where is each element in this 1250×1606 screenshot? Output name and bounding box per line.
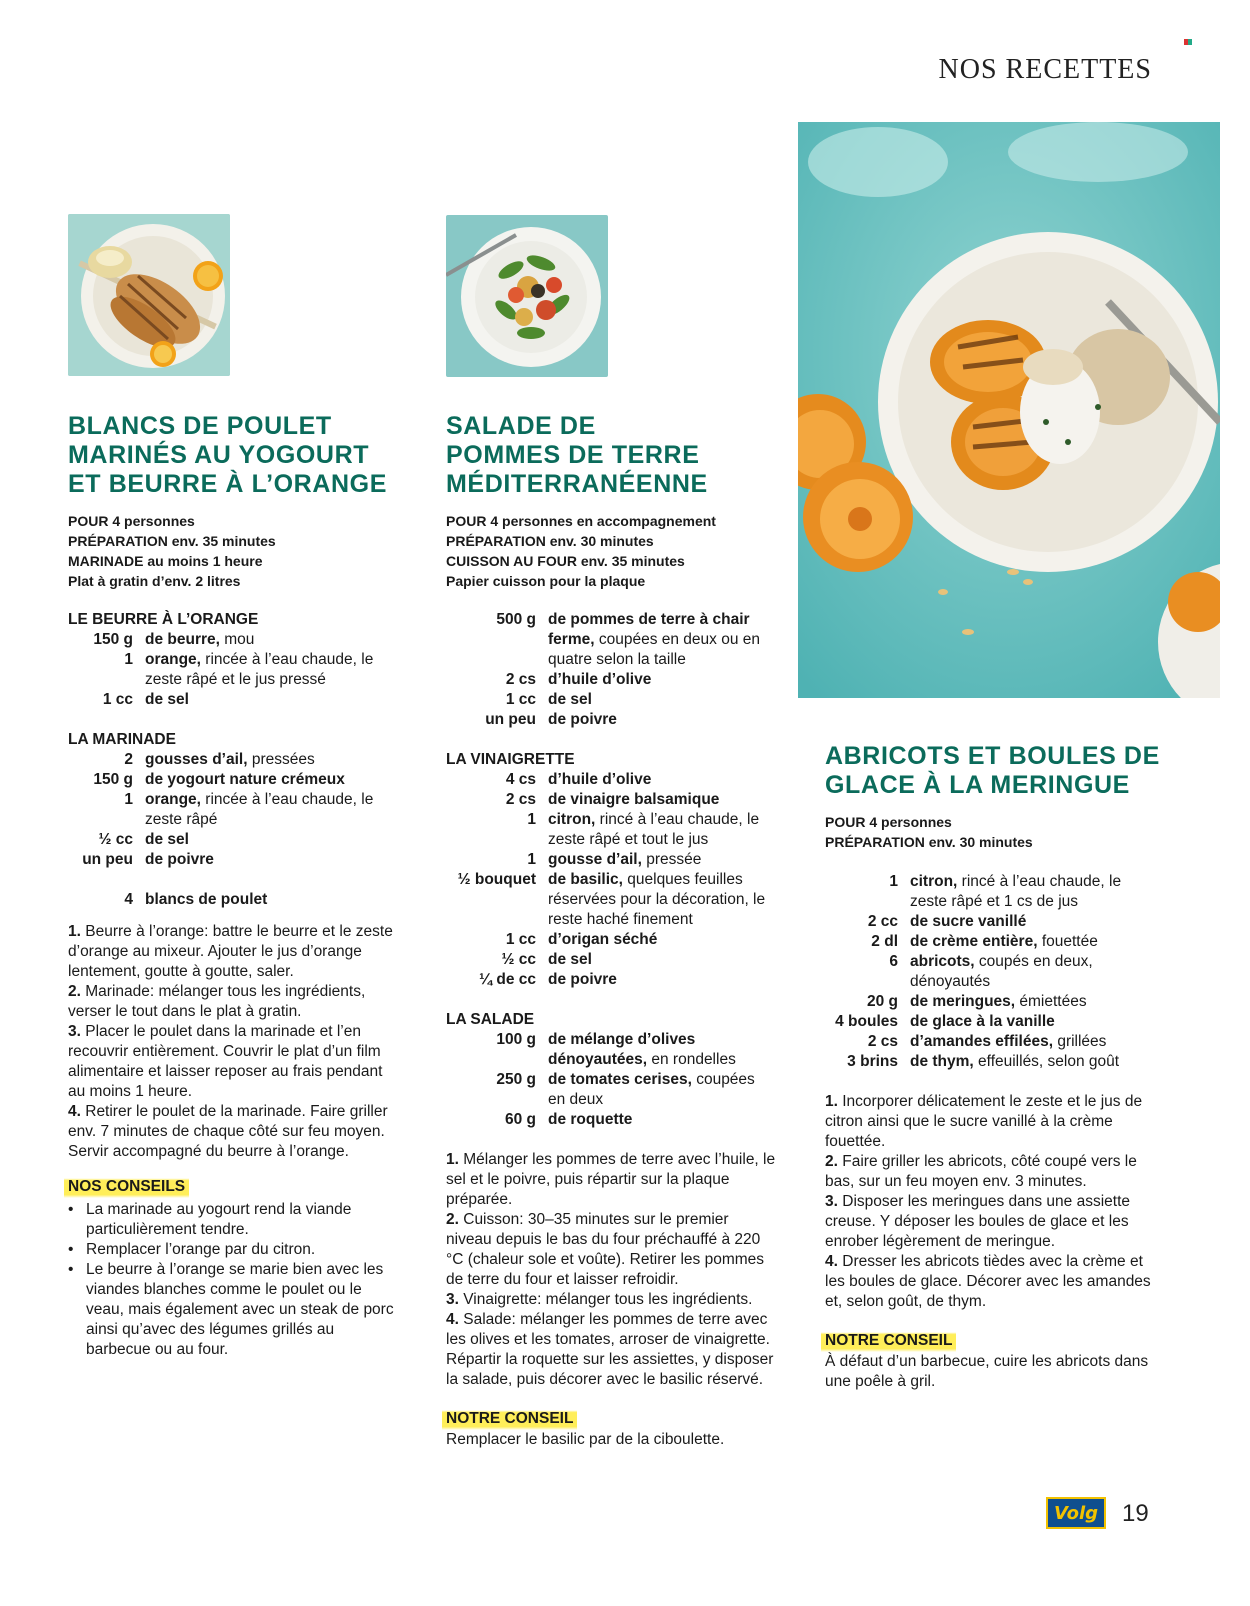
tips-list [68,1200,398,1360]
ingredient: 4 boules de glace à la vanille [835,1013,1055,1030]
corner-mark [1184,32,1192,38]
ingredient: ¼ de cc de poivre [479,971,617,988]
step: 3. Vinaigrette: mélanger tous les ingrédients. [446,1291,753,1308]
list-item: • La marinade au yogourt rend la viande particulièrement tendre. [68,1200,398,1240]
ingredient: 3 brins de thym, effeuillés, selon goût [847,1053,1120,1070]
apricot-photo [798,122,1220,698]
section-header: NOS RECETTES [938,54,1152,85]
section-title: LA MARINADE [68,731,176,748]
ingredient: 500 g de pommes de terre à chair ferme, coupées en deux ou en quatre selon la taille [496,611,760,668]
step: 1. Beurre à l’orange: battre le beurre et le zeste d’orange au mixeur. Ajouter le jus d’orange lentement, goutte à goutte, saler. [68,923,393,980]
step: 3. Disposer les meringues dans une assiette creuse. Y déposer les boules de glace et les enrober légèrement de meringue. [825,1193,1131,1250]
ingredient: un peu de poivre [485,711,617,728]
ingredient: 1 citron, rincé à l’eau chaude, le zeste râpé et 1 cs de jus [889,873,1122,910]
salad-photo [446,215,608,377]
ingredient: 2 cs d’amandes effilées, grillées [867,1033,1107,1050]
ingredient: 100 g de mélange d’olives dénoyautées, en rondelles [496,1031,736,1068]
tip-text: Remplacer le basilic par de la ciboulette. [446,1431,725,1448]
ingredient: 4 blancs de poulet [124,891,268,908]
recipe3-title: ABRICOTS ET BOULES DE GLACE À LA MERINGUE [825,742,1160,799]
recipe2-ingredients [446,610,776,1450]
step: 2. Cuisson: 30–35 minutes sur le premier niveau depuis le bas du four préchauffé à 220 °C (chaleur sole et voûte). Retirer les pommes de terre du four et laisser refroidir. [446,1211,765,1288]
ingredient: 2 dl de crème entière, fouettée [871,933,1098,950]
ingredient: 1 cc d’origan séché [505,931,658,948]
recipe1-meta: POUR 4 personnes PRÉPARATION env. 35 minutes MARINADE au moins 1 heure Plat à gratin d’env. 2 litres [68,513,276,589]
page-number: 19 [1122,1500,1149,1527]
ingredient: 1 cc de sel [102,691,189,708]
ingredient: 1 gousse d’ail, pressée [527,851,702,868]
recipe2-meta: POUR 4 personnes en accompagnement PRÉPARATION env. 30 minutes CUISSON AU FOUR env. 35 minutes Papier cuisson pour la plaque [446,513,716,589]
ingredient: 1 citron, rincé à l’eau chaude, le zeste râpé et tout le jus [527,811,760,848]
ingredient: 150 g de yogourt nature crémeux [93,771,345,788]
ingredient: un peu de poivre [82,851,214,868]
section-title: LA SALADE [446,1011,535,1028]
ingredient: 1 orange, rincée à l’eau chaude, le zeste râpé et le jus pressé [124,651,374,688]
recipe1-title: BLANCS DE POULET MARINÉS AU YOGOURT ET BEURRE À L’ORANGE [68,412,387,498]
recipe2-title: SALADE DE POMMES DE TERRE MÉDITERRANÉENNE [446,412,708,498]
step: 1. Mélanger les pommes de terre avec l’huile, le sel et le poivre, puis répartir sur la plaque préparée. [446,1151,776,1208]
ingredient: ½ cc de sel [98,831,189,848]
ingredient: 2 cs de vinaigre balsamique [505,791,720,808]
ingredient: ½ cc de sel [501,951,592,968]
section-title: LE BEURRE À L’ORANGE [68,611,259,628]
step: 3. Placer le poulet dans la marinade et l’en recouvrir entièrement. Couvrir le plat d’un film alimentaire et laisser reposer au frais pendant au moins 1 heure. [68,1023,383,1100]
ingredient: 1 orange, rincée à l’eau chaude, le zeste râpé [124,791,374,828]
ingredient: 60 g de roquette [504,1111,633,1128]
step: 4. Dresser les abricots tièdes avec la crème et les boules de glace. Décorer avec les amandes et, selon goût, de thym. [825,1253,1151,1310]
ingredient: 2 cs d’huile d’olive [505,671,652,688]
tip-heading: NOTRE CONSEIL [821,1330,956,1352]
tip-heading: NOTRE CONSEIL [442,1408,577,1430]
step: 1. Incorporer délicatement le zeste et le jus de citron ainsi que le sucre vanillé à la crème fouettée. [825,1093,1143,1150]
ingredient: 2 gousses d’ail, pressées [124,751,315,768]
ingredient: 250 g de tomates cerises, coupées en deux [496,1071,755,1108]
step: 4. Retirer le poulet de la marinade. Faire griller env. 7 minutes de chaque côté sur feu moyen. Servir accompagné du beurre à l’orange. [68,1103,388,1160]
ingredient: 6 abricots, coupés en deux, dénoyautés [889,953,1093,990]
tips-heading: NOS CONSEILS [64,1176,189,1198]
step: 2. Faire griller les abricots, côté coupé vers le bas, sur un feu moyen env. 3 minutes. [825,1153,1137,1190]
ingredient: 150 g de beurre, mou [93,631,255,648]
section-title: LA VINAIGRETTE [446,751,575,768]
list-item: • Le beurre à l’orange se marie bien avec les viandes blanches comme le poulet ou le veau, mais également avec un steak de porc ainsi qu’avec des légumes grillés au barbecue ou au four. [68,1260,398,1360]
chicken-photo [68,214,230,376]
ingredient: 2 cc de sucre vanillé [867,913,1027,930]
ingredient: 1 cc de sel [505,691,592,708]
recipe3-ingredients [825,872,1155,1392]
list-item: • Remplacer l’orange par du citron. [68,1240,398,1260]
step: 2. Marinade: mélanger tous les ingrédients, verser le tout dans le plat à gratin. [68,983,366,1020]
recipe3-meta: POUR 4 personnes PRÉPARATION env. 30 minutes [825,814,1033,850]
volg-logo: Volg [1046,1497,1106,1529]
recipe1-ingredients [68,610,398,1360]
ingredient: ½ bouquet de basilic, quelques feuilles réservées pour la décoration, le reste haché finement [457,871,766,928]
ingredient: 4 cs d’huile d’olive [505,771,652,788]
tip-text: À défaut d’un barbecue, cuire les abricots dans une poêle à gril. [825,1353,1149,1390]
step: 4. Salade: mélanger les pommes de terre avec les olives et les tomates, arroser de vinaigrette. Répartir la roquette sur les assiettes, y disposer la salade, puis décorer avec le basilic réservé. [446,1311,774,1388]
ingredient: 20 g de meringues, émiettées [866,993,1087,1010]
